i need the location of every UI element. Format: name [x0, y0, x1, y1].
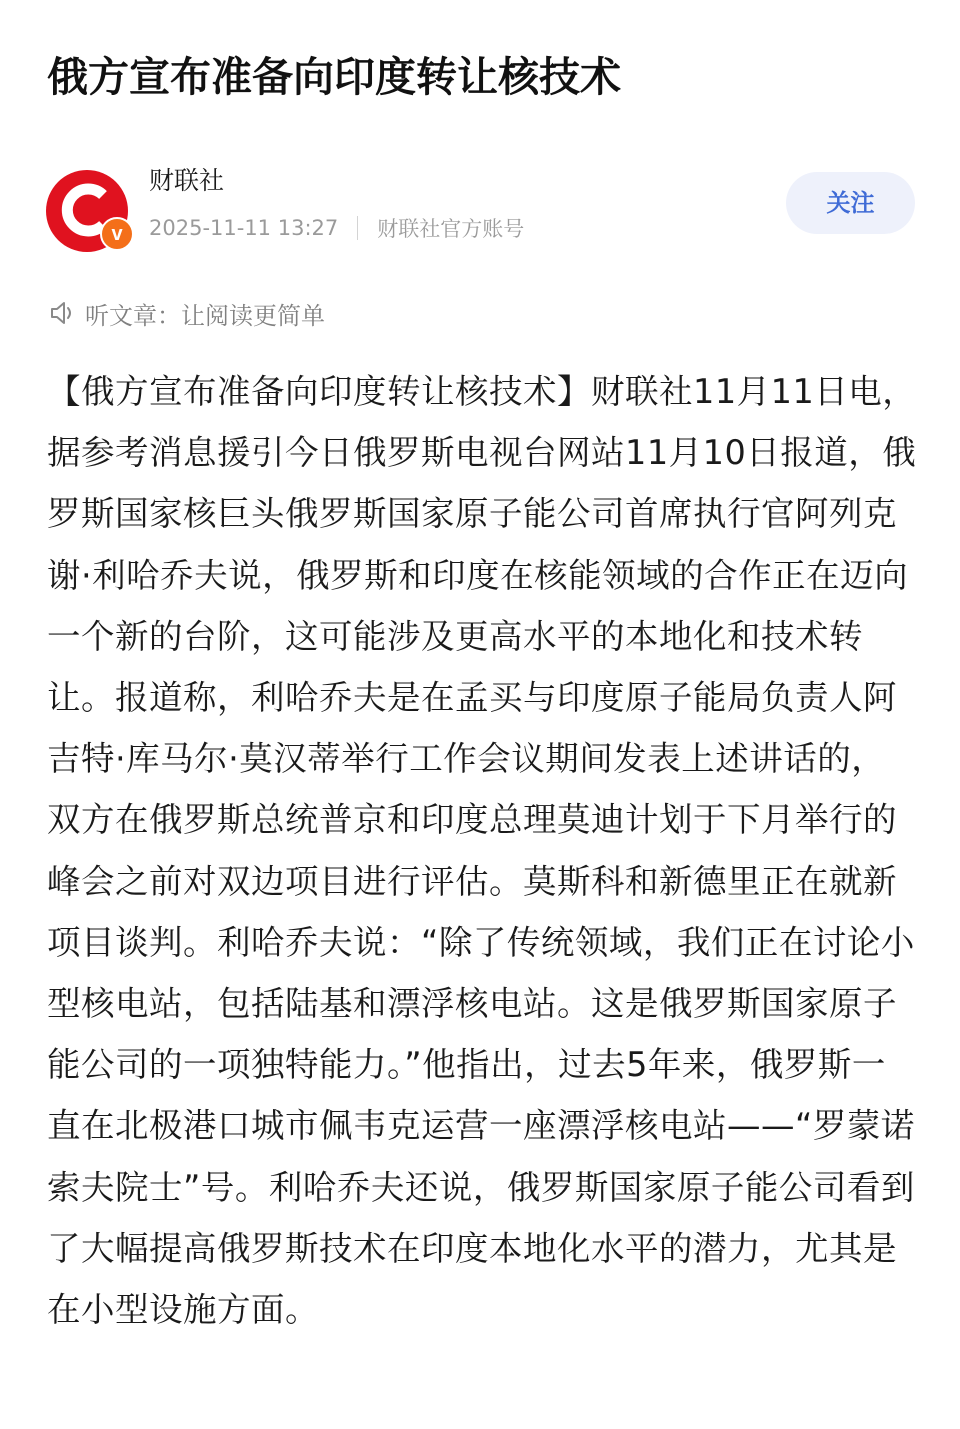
meta-divider [357, 216, 358, 240]
author-name[interactable]: 财联社 [149, 166, 225, 195]
article-body: 【俄方宣布准备向印度转让核技术】财联社11月11日电，据参考消息援引今日俄罗斯电视台网站11月10日报道，俄罗斯国家核巨头俄罗斯国家原子能公司首席执行官阿列克谢·利哈乔夫说，俄罗斯和印度在核能领域的合作正在迈向一个新的台阶，这可能涉及更高水平的本地化和技术转让。报道称，利哈乔夫是在孟买与印度原子能局负责人阿吉特·库马尔·莫汉蒂举行工作会议期间发表上述讲话的，双方在俄罗斯总统普京和印度总理莫迪计划于下月举行的峰会之前对双边项目进行评估。莫斯科和新德里正在就新项目谈判。利哈乔夫说：“除了传统领域，我们正在讨论小型核电站，包括陆基和漂浮核电站。这是俄罗斯国家原子能公司的一项独特能力。”他指出，过去5年来，俄罗斯一直在北极港口城市佩韦克运营一座漂浮核电站——“罗蒙诺索夫院士”号。利哈乔夫还说，俄罗斯国家原子能公司看到了大幅提高俄罗斯技术在印度本地化水平的潜力，尤其是在小型设施方面。 [47, 372, 917, 1330]
speaker-icon [47, 297, 79, 329]
author-meta [149, 210, 524, 246]
listen-article-button[interactable] [47, 294, 325, 332]
account-type: 财联社官方账号 [377, 217, 525, 241]
article-title: 俄方宣布准备向印度转让核技术 [47, 53, 621, 101]
verified-v-icon: v [100, 217, 134, 251]
listen-label: 听文章：让阅读更简单 [85, 301, 325, 330]
publish-date: 2025-11-11 13:27 [149, 216, 339, 240]
follow-button[interactable]: 关注 [786, 172, 915, 234]
